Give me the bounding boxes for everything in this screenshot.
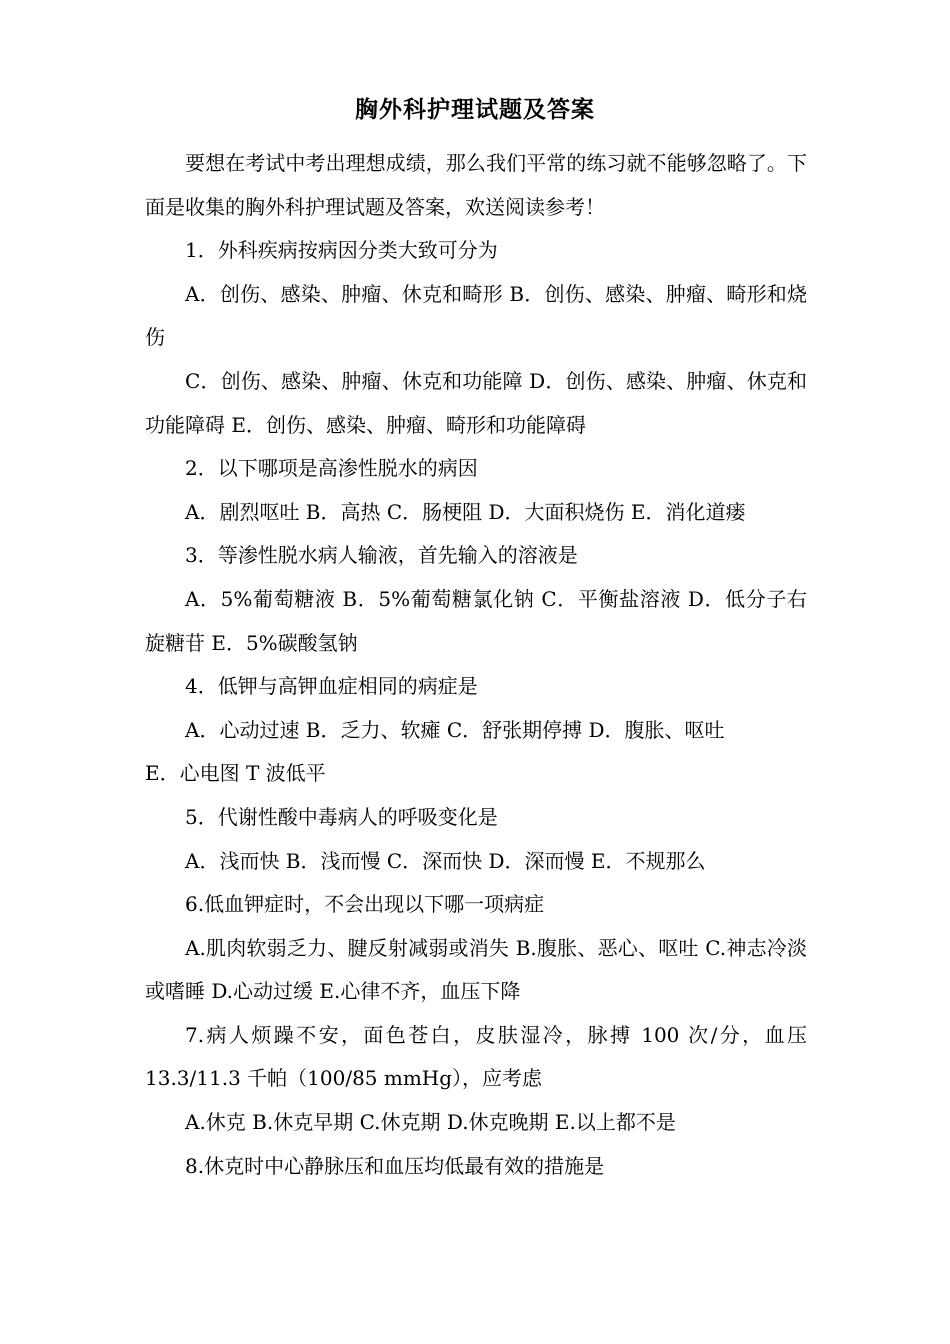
paragraph: A.休克 B.休克早期 C.休克期 D.休克晚期 E.以上都不是 — [185, 1110, 676, 1135]
paragraph: A．浅而快 B．浅而慢 C．深而快 D．深而慢 E．不规那么 — [185, 848, 706, 873]
paragraph: 7.病人烦躁不安，面色苍白，皮肤湿冷，脉搏 100 次/分，血压 13.3/11.3 千帕（100/85 mmHg），应考虑 — [145, 1022, 807, 1091]
page-title: 胸外科护理试题及答案 — [355, 96, 595, 123]
paragraph: A．5%葡萄糖液 B．5%葡萄糖氯化钠 C．平衡盐溶液 D．低分子右旋糖苷 E．5%碳酸氢钠 — [145, 586, 807, 655]
paragraph: E．心电图 T 波低平 — [145, 761, 326, 786]
paragraph: A.肌肉软弱乏力、腱反射减弱或消失 B.腹胀、恶心、呕吐 C.神志冷淡或嗜睡 D.心动过缓 E.心律不齐，血压下降 — [145, 935, 807, 1004]
document-body — [145, 142, 807, 1188]
paragraph: 3．等渗性脱水病人输液，首先输入的溶液是 — [185, 543, 578, 568]
paragraph: A．剧烈呕吐 B．高热 C．肠梗阻 D．大面积烧伤 E．消化道瘘 — [185, 499, 746, 524]
paragraph: 2．以下哪项是高渗性脱水的病因 — [185, 456, 478, 481]
paragraph: 8.休克时中心静脉压和血压均低最有效的措施是 — [185, 1153, 605, 1178]
paragraph: 5．代谢性酸中毒病人的呼吸变化是 — [185, 804, 498, 829]
paragraph: A．创伤、感染、肿瘤、休克和畸形 B．创伤、感染、肿瘤、畸形和烧伤 — [145, 281, 807, 350]
paragraph: 1．外科疾病按病因分类大致可分为 — [185, 238, 498, 263]
paragraph: 6.低血钾症时，不会出现以下哪一项病症 — [185, 892, 545, 917]
paragraph: 4．低钾与高钾血症相同的病症是 — [185, 674, 478, 699]
paragraph: 要想在考试中考出理想成绩，那么我们平常的练习就不能够忽略了。下面是收集的胸外科护理试题及答案，欢送阅读参考！ — [145, 151, 807, 219]
paragraph: C．创伤、感染、肿瘤、休克和功能障 D．创伤、感染、肿瘤、休克和功能障碍 E．创伤、感染、肿瘤、畸形和功能障碍 — [145, 368, 807, 437]
paragraph: A．心动过速 B．乏力、软瘫 C．舒张期停搏 D．腹胀、呕吐 — [185, 717, 725, 742]
